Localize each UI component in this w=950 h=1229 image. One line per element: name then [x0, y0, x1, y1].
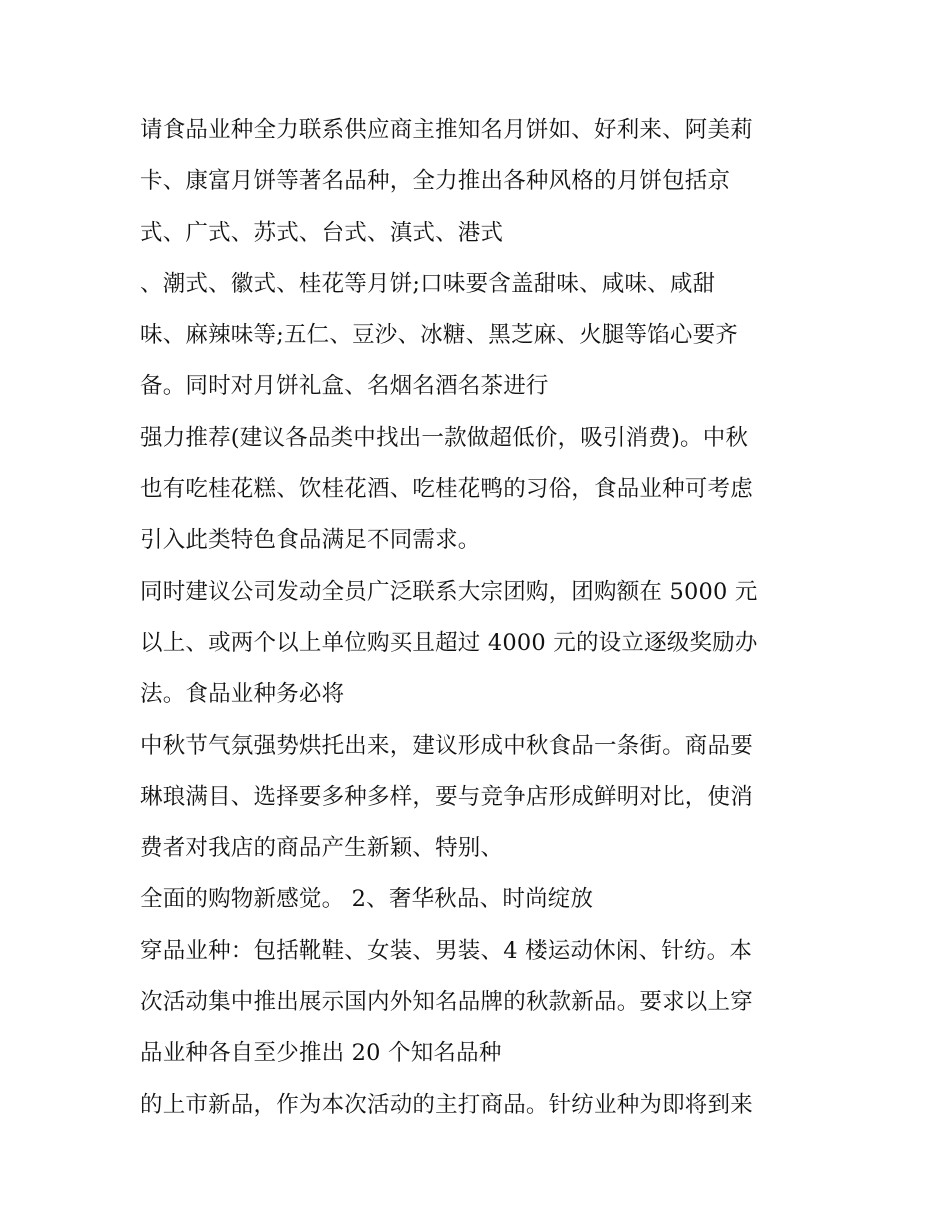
text-line-16: 全面的购物新感觉。 2、奢华秋品、时尚绽放: [140, 886, 594, 913]
text-line-1: 请食品业种全力联系供应商主推知名月饼如、好利来、阿美莉: [140, 117, 753, 143]
text-line-11: 以上、或两个以上单位购买且超过 4000 元的设立逐级奖励办: [140, 629, 758, 656]
document-body-text: [140, 105, 820, 1131]
text-line-17: 穿品业种：包括靴鞋、女装、男装、4 楼运动休闲、针纺。本: [140, 937, 753, 964]
text-line-8: 也有吃桂花糕、饮桂花酒、吃桂花鸭的习俗，食品业种可考虑: [140, 476, 753, 503]
text-line-2: 卡、康富月饼等著名品种，全力推出各种风格的月饼包括京: [140, 168, 731, 195]
text-line-3: 式、广式、苏式、台式、滇式、港式: [140, 219, 504, 246]
text-line-6: 备。同时对月饼礼盒、名烟名酒名茶进行: [140, 373, 549, 400]
text-line-4: 、潮式、徽式、桂花等月饼;口味要含盖甜味、咸味、咸甜: [140, 270, 716, 297]
text-line-5: 味、麻辣味等;五仁、豆沙、冰糖、黑芝麻、火腿等馅心要齐: [140, 322, 738, 349]
text-line-19: 品业种各自至少推出 20 个知名品种: [140, 1040, 502, 1067]
text-line-15: 费者对我店的商品产生新颖、特别、: [140, 835, 504, 862]
text-line-9: 引入此类特色食品满足不同需求。: [140, 527, 481, 554]
text-line-10: 同时建议公司发动全员广泛联系大宗团购，团购额在 5000 元: [140, 578, 758, 605]
text-line-20: 的上市新品，作为本次活动的主打商品。针纺业种为即将到来: [140, 1091, 753, 1118]
text-line-14: 琳琅满目、选择要多种多样，要与竞争店形成鲜明对比，使消: [140, 783, 753, 810]
text-line-18: 次活动集中推出展示国内外知名品牌的秋款新品。要求以上穿: [140, 989, 753, 1016]
text-line-12: 法。食品业种务必将: [140, 681, 345, 708]
text-line-13: 中秋节气氛强势烘托出来，建议形成中秋食品一条街。商品要: [140, 732, 753, 759]
text-line-7: 强力推荐(建议各品类中找出一款做超低价，吸引消费)。中秋: [140, 424, 749, 451]
